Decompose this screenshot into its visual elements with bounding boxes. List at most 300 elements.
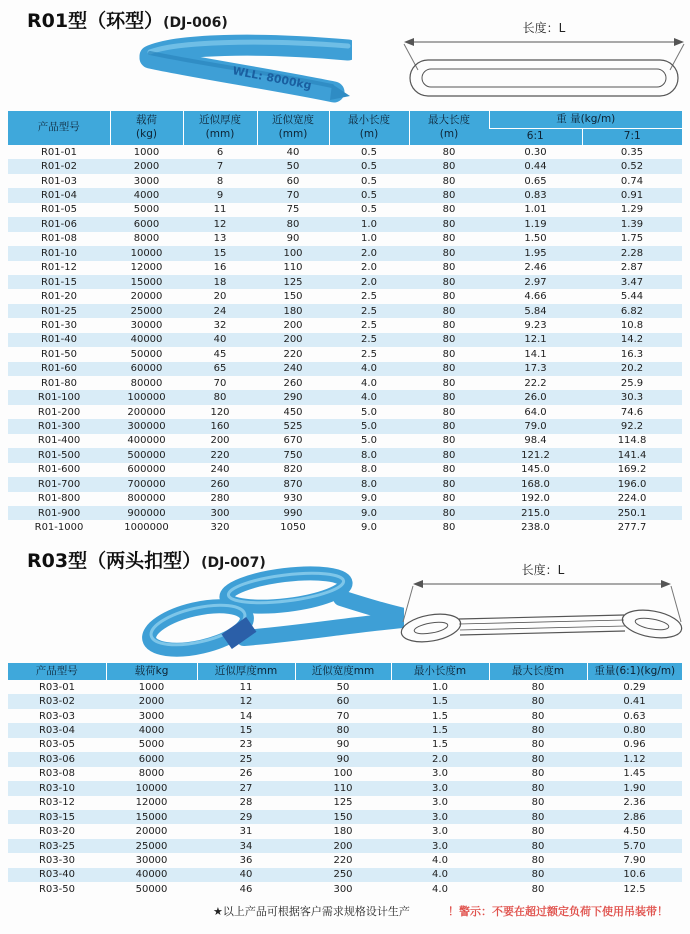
table-cell: 670	[283, 435, 303, 447]
table-cell: 20	[213, 291, 227, 303]
table-cell: 1.5	[391, 694, 489, 708]
table-cell: 15	[183, 246, 257, 260]
table-cell: 5.70	[587, 839, 682, 853]
table-row	[8, 868, 682, 882]
table-cell: 80	[295, 723, 391, 737]
table-cell: R01-04	[8, 188, 110, 202]
table-cell: R01-80	[40, 377, 77, 389]
table-cell: 4.50	[623, 826, 646, 838]
table-cell: R03-30	[38, 854, 75, 866]
table-cell: 0.96	[623, 739, 646, 751]
table-cell: 10.8	[620, 319, 644, 331]
table-cell: 2.97	[489, 275, 582, 289]
custom-production-note: ★以上产品可根据客户需求规格设计生产	[213, 905, 410, 918]
table-cell: R01-08	[40, 233, 77, 245]
table-cell: 65	[183, 362, 257, 376]
table-cell: 80	[531, 710, 545, 722]
table-cell: 0.44	[489, 159, 582, 173]
table-row	[8, 882, 682, 896]
table-cell: 40000	[110, 333, 183, 347]
r01-col-load	[110, 111, 183, 145]
table-cell: R03-05	[38, 739, 75, 751]
table-cell: 46	[239, 883, 253, 895]
table-cell: 80	[409, 419, 489, 433]
section1-title-text: R01型（环型）	[27, 10, 164, 32]
table-cell: 990	[257, 506, 329, 520]
table-cell: 80	[489, 868, 587, 882]
table-cell: 3.0	[432, 826, 448, 838]
table-cell: 3000	[133, 175, 160, 187]
r01-col-minlen	[329, 111, 409, 145]
table-row	[8, 448, 682, 462]
r03-dimension-diagram	[393, 556, 690, 658]
table-cell: 1.5	[432, 710, 448, 722]
table-cell: 2.46	[524, 262, 547, 274]
table-cell: 200	[210, 435, 230, 447]
table-cell: 80	[531, 854, 545, 866]
table-cell: R03-15	[8, 810, 106, 824]
table-row	[8, 492, 682, 506]
table-cell: 1.0	[432, 681, 448, 693]
table-cell: 1.5	[391, 723, 489, 737]
wll-print-label: WLL: 8000kg	[231, 64, 313, 93]
section1-code: (DJ-006)	[163, 15, 228, 31]
table-cell: 80	[442, 146, 456, 158]
table-cell: 0.65	[524, 175, 547, 187]
table-cell: 80	[409, 159, 489, 173]
table-cell: 98.4	[524, 435, 547, 447]
table-row	[8, 232, 682, 246]
table-cell: R01-06	[8, 217, 110, 231]
table-cell: 28	[239, 797, 253, 809]
r01-diagram-length-label: 长度：L	[522, 21, 566, 35]
table-cell: 14	[239, 710, 253, 722]
table-cell: 14.2	[582, 333, 682, 347]
table-cell: 4.0	[361, 377, 377, 389]
table-cell: 1.29	[620, 204, 644, 216]
table-cell: 100000	[110, 390, 183, 404]
table-cell: 8.0	[329, 477, 409, 491]
table-cell: 22.2	[524, 377, 547, 389]
table-cell: 0.83	[489, 188, 582, 202]
table-cell: 4.0	[329, 362, 409, 376]
r03-col-thickness: 近似厚度mm	[197, 663, 295, 680]
table-cell: 50000	[135, 883, 168, 895]
table-cell: 1.12	[587, 752, 682, 766]
table-cell: 80	[442, 435, 456, 447]
table-cell: 8	[216, 175, 224, 187]
table-cell: 5.0	[329, 419, 409, 433]
table-row	[8, 477, 682, 491]
r03-col-minlen: 最小长度m	[391, 663, 489, 680]
table-cell: 169.2	[617, 464, 647, 476]
table-cell: 80	[442, 377, 456, 389]
table-cell: 70	[257, 188, 329, 202]
table-row	[8, 506, 682, 520]
table-cell: R03-04	[8, 723, 106, 737]
table-cell: 0.5	[329, 159, 409, 173]
table-cell: 4.0	[432, 854, 448, 866]
table-cell: 20000	[135, 826, 168, 838]
table-cell: 238.0	[521, 522, 550, 534]
table-cell: 80	[409, 333, 489, 347]
table-cell: 92.2	[582, 419, 682, 433]
table-cell: 25.9	[620, 377, 644, 389]
table-cell: R01-40	[8, 333, 110, 347]
table-cell: 60000	[110, 362, 183, 376]
table-cell: 11	[239, 681, 253, 693]
table-cell: R01-25	[8, 304, 110, 318]
table-cell: 750	[257, 448, 329, 462]
table-cell: 6	[216, 146, 224, 158]
r03-product-photo	[136, 562, 404, 660]
table-row	[8, 680, 682, 694]
table-row	[8, 174, 682, 188]
table-cell: 40	[286, 146, 300, 158]
table-cell: 500000	[110, 448, 183, 462]
table-cell: 2.0	[329, 246, 409, 260]
table-cell: 260	[283, 377, 303, 389]
r01-col-thickness-l1: 近似厚度	[199, 114, 241, 127]
table-cell: 280	[210, 493, 230, 505]
table-cell: 7	[183, 159, 257, 173]
table-cell: 0.41	[587, 694, 682, 708]
table-cell: 27	[197, 781, 295, 795]
table-cell: 9.23	[524, 319, 547, 331]
table-cell: 80	[409, 362, 489, 376]
table-cell: 80	[489, 723, 587, 737]
table-cell: 5.84	[489, 304, 582, 318]
table-cell: 1.75	[620, 233, 644, 245]
table-cell: R01-15	[8, 275, 110, 289]
table-cell: R03-25	[8, 839, 106, 853]
table-cell: 220	[183, 448, 257, 462]
table-row	[8, 347, 682, 361]
table-cell: R03-06	[8, 752, 106, 766]
table-cell: R01-01	[40, 146, 77, 158]
table-cell: 200	[283, 319, 303, 331]
table-cell: 0.63	[623, 710, 646, 722]
table-cell: 80	[531, 797, 545, 809]
table-cell: 80000	[130, 377, 163, 389]
table-cell: 2.5	[361, 291, 377, 303]
table-cell: 80	[489, 781, 587, 795]
table-cell: R01-60	[8, 362, 110, 376]
table-cell: 30000	[130, 319, 163, 331]
table-cell: 120	[210, 406, 230, 418]
table-cell: 6.82	[582, 304, 682, 318]
table-cell: 80	[442, 262, 456, 274]
table-cell: 34	[197, 839, 295, 853]
table-cell: 300	[333, 883, 353, 895]
table-cell: 5.0	[361, 435, 377, 447]
table-cell: 45	[213, 348, 227, 360]
table-cell: 80	[409, 304, 489, 318]
table-cell: 1.45	[623, 768, 646, 780]
table-cell: 80	[442, 319, 456, 331]
table-cell: 820	[283, 464, 303, 476]
table-cell: 10000	[110, 246, 183, 260]
table-cell: 80	[489, 839, 587, 853]
r03-col-load: 载荷kg	[106, 663, 197, 680]
table-cell: 64.0	[524, 406, 547, 418]
table-row	[8, 145, 682, 159]
table-cell: 196.0	[582, 477, 682, 491]
table-row	[8, 434, 682, 448]
table-cell: 1050	[280, 522, 306, 534]
table-cell: 80	[409, 217, 489, 231]
table-cell: 200000	[127, 406, 166, 418]
table-cell: R01-800	[37, 493, 81, 505]
table-cell: 125	[257, 275, 329, 289]
table-cell: 60	[295, 694, 391, 708]
table-cell: R03-12	[38, 797, 75, 809]
table-cell: 3.47	[582, 275, 682, 289]
table-cell: 80	[531, 883, 545, 895]
table-cell: 90	[336, 739, 350, 751]
r03-col-weight: 重量(6:1)(kg/m)	[587, 663, 682, 680]
table-cell: 320	[210, 522, 230, 534]
table-row	[8, 405, 682, 419]
table-cell: 110	[295, 781, 391, 795]
table-cell: 192.0	[521, 493, 550, 505]
table-row	[8, 390, 682, 404]
table-cell: 12.5	[623, 883, 646, 895]
table-cell: 11	[213, 204, 227, 216]
table-cell: R01-300	[8, 419, 110, 433]
table-cell: 50	[257, 159, 329, 173]
table-cell: 70	[213, 377, 227, 389]
table-row	[8, 709, 682, 723]
table-cell: 80	[409, 275, 489, 289]
table-cell: 1.90	[587, 781, 682, 795]
table-row	[8, 796, 682, 810]
table-cell: 80	[442, 406, 456, 418]
table-cell: 3.0	[432, 768, 448, 780]
table-cell: 300	[183, 506, 257, 520]
table-cell: 4.66	[524, 291, 547, 303]
table-cell: 9.0	[361, 493, 377, 505]
table-cell: 3000	[138, 710, 165, 722]
table-cell: 79.0	[489, 419, 582, 433]
table-row	[8, 217, 682, 231]
table-cell: 100	[257, 246, 329, 260]
table-row	[8, 275, 682, 289]
table-row	[8, 723, 682, 737]
table-cell: 80	[531, 681, 545, 693]
table-cell: 15000	[110, 275, 183, 289]
table-cell: R01-200	[37, 406, 81, 418]
table-cell: R03-10	[8, 781, 106, 795]
table-cell: 1.0	[361, 233, 377, 245]
table-row	[8, 376, 682, 390]
table-cell: 0.74	[620, 175, 644, 187]
table-cell: 80	[531, 739, 545, 751]
table-row	[8, 824, 682, 838]
r01-col-thickness	[183, 111, 257, 145]
table-row	[8, 203, 682, 217]
table-row	[8, 810, 682, 824]
table-cell: R03-20	[38, 826, 75, 838]
table-cell: 40	[183, 333, 257, 347]
table-cell: R01-500	[8, 448, 110, 462]
table-row	[8, 304, 682, 318]
table-cell: 2.28	[582, 246, 682, 260]
table-row	[8, 839, 682, 853]
table-cell: 14.1	[524, 348, 547, 360]
table-cell: 1.0	[329, 217, 409, 231]
table-cell: 80	[489, 810, 587, 824]
table-cell: 0.35	[620, 146, 644, 158]
table-cell: 2.0	[329, 275, 409, 289]
table-cell: 0.29	[623, 681, 646, 693]
table-cell: 0.5	[361, 204, 377, 216]
table-cell: 141.4	[582, 448, 682, 462]
table-cell: 16	[213, 262, 227, 274]
table-cell: 2000	[106, 694, 197, 708]
table-cell: R01-30	[40, 319, 77, 331]
table-cell: 74.6	[620, 406, 644, 418]
table-cell: 800000	[127, 493, 166, 505]
table-cell: 114.8	[617, 435, 647, 447]
table-cell: 80	[442, 291, 456, 303]
left-arrowhead	[413, 580, 423, 588]
table-row	[8, 419, 682, 433]
r01-col-weight-61: 6:1	[489, 128, 582, 145]
table-cell: R01-100	[8, 390, 110, 404]
table-cell: 180	[333, 826, 353, 838]
table-row	[8, 463, 682, 477]
table-row	[8, 752, 682, 766]
table-cell: 1000	[133, 146, 160, 158]
table-cell: 2000	[110, 159, 183, 173]
table-cell: 3.0	[432, 797, 448, 809]
table-cell: 80	[409, 390, 489, 404]
table-cell: R01-600	[37, 464, 81, 476]
r03-table-body	[8, 680, 682, 897]
table-cell: 12000	[130, 262, 163, 274]
table-cell: R01-900	[8, 506, 110, 520]
table-cell: 2.5	[361, 348, 377, 360]
table-cell: 17.3	[489, 362, 582, 376]
table-cell: 9.0	[361, 522, 377, 534]
table-cell: 3.0	[391, 810, 489, 824]
r03-col-model: 产品型号	[8, 663, 106, 680]
table-cell: 1.19	[489, 217, 582, 231]
table-cell: 240	[210, 464, 230, 476]
table-cell: 80	[442, 493, 456, 505]
table-cell: 2.5	[361, 319, 377, 331]
table-cell: 13	[213, 233, 227, 245]
table-cell: R01-400	[37, 435, 81, 447]
table-cell: 80	[409, 188, 489, 202]
table-cell: 160	[183, 419, 257, 433]
table-row	[8, 333, 682, 347]
table-cell: R01-700	[8, 477, 110, 491]
table-cell: 4000	[106, 723, 197, 737]
r01-col-maxlen-l2: (m)	[439, 128, 459, 140]
r01-col-load-l2: (kg)	[136, 128, 157, 140]
table-cell: 30000	[135, 854, 168, 866]
table-cell: 1000	[138, 681, 165, 693]
table-cell: 250	[295, 868, 391, 882]
r01-col-maxlen-l1: 最大长度	[428, 114, 470, 127]
table-cell: R01-10	[8, 246, 110, 260]
table-cell: R01-1000	[34, 522, 84, 534]
table-cell: 15000	[106, 810, 197, 824]
table-cell: 2.0	[391, 752, 489, 766]
table-cell: 450	[283, 406, 303, 418]
table-row	[8, 289, 682, 303]
table-cell: 9	[183, 188, 257, 202]
table-cell: 220	[283, 348, 303, 360]
table-cell: 15	[197, 723, 295, 737]
table-cell: 12.1	[489, 333, 582, 347]
table-cell: 36	[239, 854, 253, 866]
table-cell: 29	[197, 810, 295, 824]
table-row	[8, 246, 682, 260]
table-cell: 2.87	[620, 262, 644, 274]
table-cell: 0.30	[524, 146, 547, 158]
table-cell: 150	[295, 810, 391, 824]
table-cell: 277.7	[617, 522, 647, 534]
table-cell: 80	[442, 233, 456, 245]
table-cell: 290	[257, 390, 329, 404]
table-cell: 110	[283, 262, 303, 274]
table-cell: 2.36	[623, 797, 646, 809]
table-cell: 0.52	[582, 159, 682, 173]
table-cell: R03-02	[8, 694, 106, 708]
table-cell: 7.90	[623, 854, 646, 866]
table-cell: 20.2	[582, 362, 682, 376]
table-cell: 2.86	[587, 810, 682, 824]
table-cell: 80	[183, 390, 257, 404]
table-cell: 24	[183, 304, 257, 318]
table-cell: 870	[257, 477, 329, 491]
table-cell: 80	[489, 752, 587, 766]
table-cell: 2.0	[361, 262, 377, 274]
table-row	[8, 159, 682, 173]
table-row	[8, 781, 682, 795]
r01-col-width-l1: 近似宽度	[272, 114, 314, 127]
table-cell: 80	[442, 464, 456, 476]
table-cell: 260	[183, 477, 257, 491]
table-cell: 50000	[130, 348, 163, 360]
table-cell: 50	[336, 681, 350, 693]
r01-spec-table	[8, 111, 682, 535]
r01-col-minlen-l1: 最小长度	[348, 114, 390, 127]
table-row	[8, 318, 682, 332]
table-cell: 0.80	[587, 723, 682, 737]
left-arrowhead	[404, 38, 414, 46]
table-cell: 5.0	[361, 406, 377, 418]
r03-spec-table	[8, 663, 682, 897]
table-cell: 90	[295, 752, 391, 766]
table-cell: 9.0	[329, 506, 409, 520]
table-cell: R01-12	[40, 262, 77, 274]
table-cell: 80	[257, 217, 329, 231]
table-cell: 80	[409, 477, 489, 491]
r03-col-width: 近似宽度mm	[295, 663, 391, 680]
table-cell: 224.0	[617, 493, 647, 505]
table-cell: 400000	[127, 435, 166, 447]
table-cell: R01-05	[40, 204, 77, 216]
table-cell: R03-01	[38, 681, 75, 693]
table-cell: R03-08	[38, 768, 75, 780]
table-cell: 1.01	[524, 204, 547, 216]
table-cell: 31	[239, 826, 253, 838]
r01-col-width-l2: (mm)	[278, 128, 308, 140]
